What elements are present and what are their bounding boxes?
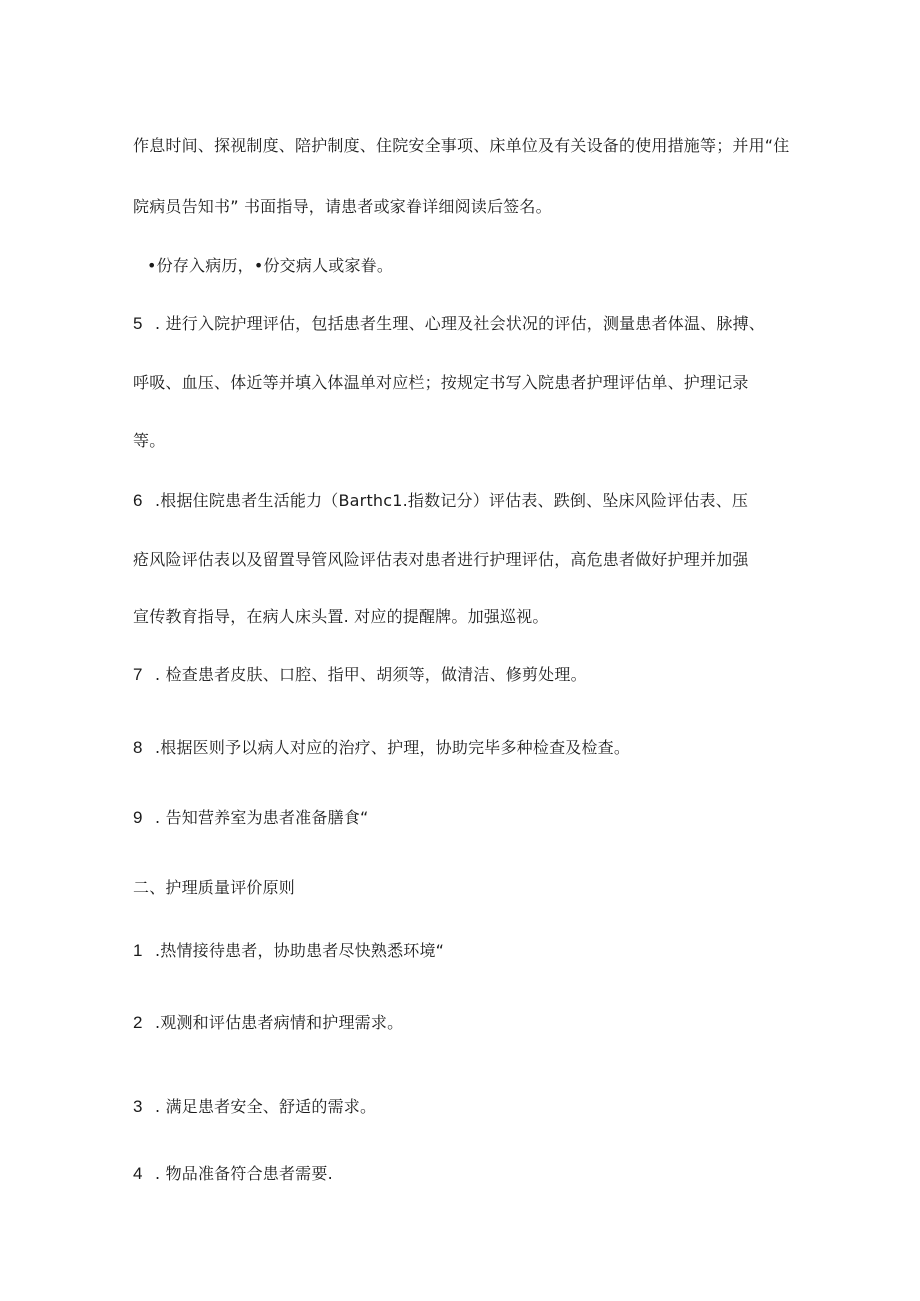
item-text: . 满足患者安全、舒适的需求。 — [155, 1097, 377, 1116]
item-number: 1 — [133, 941, 143, 960]
item-text: .观测和评估患者病情和护理需求。 — [155, 1013, 404, 1032]
intro-line-3: •份存入病历，•份交病人或家眷。 — [147, 256, 394, 275]
item-number: 6 — [133, 491, 143, 510]
list-item-5-line-3: 等。 — [133, 431, 166, 450]
item-text: . 告知营养室为患者准备膳食“ — [155, 808, 369, 827]
list-item-6-line-3: 宣传教育指导，在病人床头置. 对应的提醒牌。加强巡视。 — [133, 607, 549, 626]
list-item-5 — [133, 313, 765, 335]
intro-line-2: 院病员告知书” 书面指导，请患者或家眷详细阅读后签名。 — [133, 197, 552, 216]
intro-line-1: 作息时间、探视制度、陪护制度、住院安全事项、床单位及有关设备的使用措施等；并用“住 — [133, 136, 790, 155]
list-item-6-line-2: 疮风险评估表以及留置导管风险评估表对患者进行护理评估，高危患者做好护理并加强 — [133, 550, 749, 569]
item-text: .根据医则予以病人对应的治疗、护理，协助完毕多种检查及检查。 — [155, 738, 631, 757]
principle-item-1 — [133, 940, 444, 962]
item-text: .热情接待患者，协助患者尽快熟悉环境“ — [155, 941, 445, 960]
principle-item-4 — [133, 1163, 333, 1185]
item-number: 3 — [133, 1097, 143, 1116]
item-text: . 检查患者皮肤、口腔、指甲、胡须等，做清洁、修剪处理。 — [155, 665, 587, 684]
item-text: . 物品准备符合患者需要. — [155, 1164, 333, 1183]
section-heading: 二、护理质量评价原则 — [133, 878, 296, 897]
item-number: 5 — [133, 314, 143, 333]
list-item-8 — [133, 737, 630, 759]
item-number: 4 — [133, 1164, 143, 1183]
item-text: .根据住院患者生活能力（Barthc1.指数记分）评估表、跌倒、坠床风险评估表、压 — [155, 491, 749, 510]
principle-item-2 — [133, 1012, 403, 1034]
principle-item-3 — [133, 1096, 376, 1118]
list-item-6 — [133, 490, 748, 512]
item-text: . 进行入院护理评估，包括患者生理、心理及社会状况的评估，测量患者体温、脉搏、 — [155, 314, 765, 333]
list-item-5-line-2: 呼吸、血压、体近等并填入体温单对应栏；按规定书写入院患者护理评估单、护理记录 — [133, 373, 749, 392]
item-number: 7 — [133, 665, 143, 684]
item-number: 9 — [133, 808, 143, 827]
list-item-9 — [133, 807, 368, 829]
item-number: 2 — [133, 1013, 143, 1032]
list-item-7 — [133, 664, 587, 686]
item-number: 8 — [133, 738, 143, 757]
